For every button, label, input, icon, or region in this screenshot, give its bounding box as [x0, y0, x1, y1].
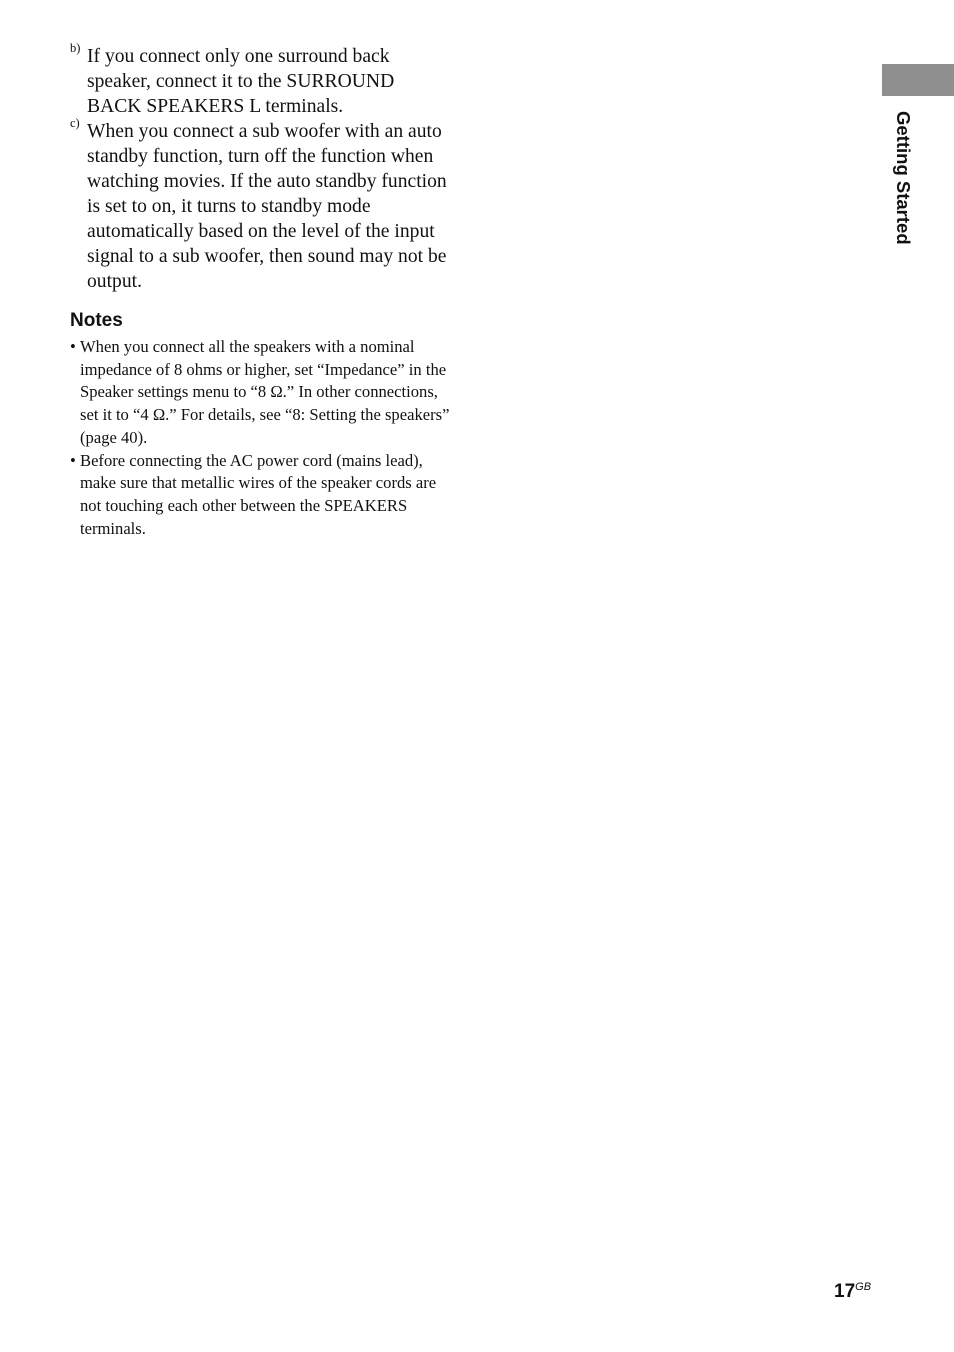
page-number-suffix: GB [855, 1281, 872, 1293]
bullet-icon: • [70, 337, 76, 356]
footnote-text: When you connect a sub woofer with an auto standby function, turn off the function when watching movies. If the auto standby function is set to on, it turns to standby mode automatically based on the level of the input signal to a sub woofer, then sound may not be output. [87, 121, 447, 292]
notes-heading: Notes [70, 310, 123, 331]
footnote-c [70, 116, 448, 294]
section-side-label: Getting Started [893, 111, 914, 245]
section-tab-marker [882, 64, 954, 96]
footnote-text: If you connect only one surround back speaker, connect it to the SURROUND BACK SPEAKERS L terminals. [87, 46, 395, 117]
list-item [70, 336, 450, 450]
list-item [70, 450, 450, 541]
footnote-mark: c) [70, 116, 80, 130]
notes-section [70, 309, 450, 540]
note-text: When you connect all the speakers with a nominal impedance of 8 ohms or higher, set “Impedance” in the Speaker settings menu to “8 Ω.” In other connections, set it to “4 Ω.” For details, see “8: Setting the speakers” (page 40). [80, 337, 450, 447]
page-number-value: 17 [834, 1281, 856, 1302]
footnote-mark: b) [70, 41, 81, 55]
bullet-icon: • [70, 450, 76, 470]
footnotes [70, 41, 448, 294]
notes-list [70, 336, 450, 540]
note-text: Before connecting the AC power cord (mains lead), make sure that metallic wires of the speaker cords are not touching each other between the SPEAKERS terminals. [80, 450, 437, 538]
footnote-b [70, 41, 448, 119]
page-number [834, 1281, 871, 1303]
